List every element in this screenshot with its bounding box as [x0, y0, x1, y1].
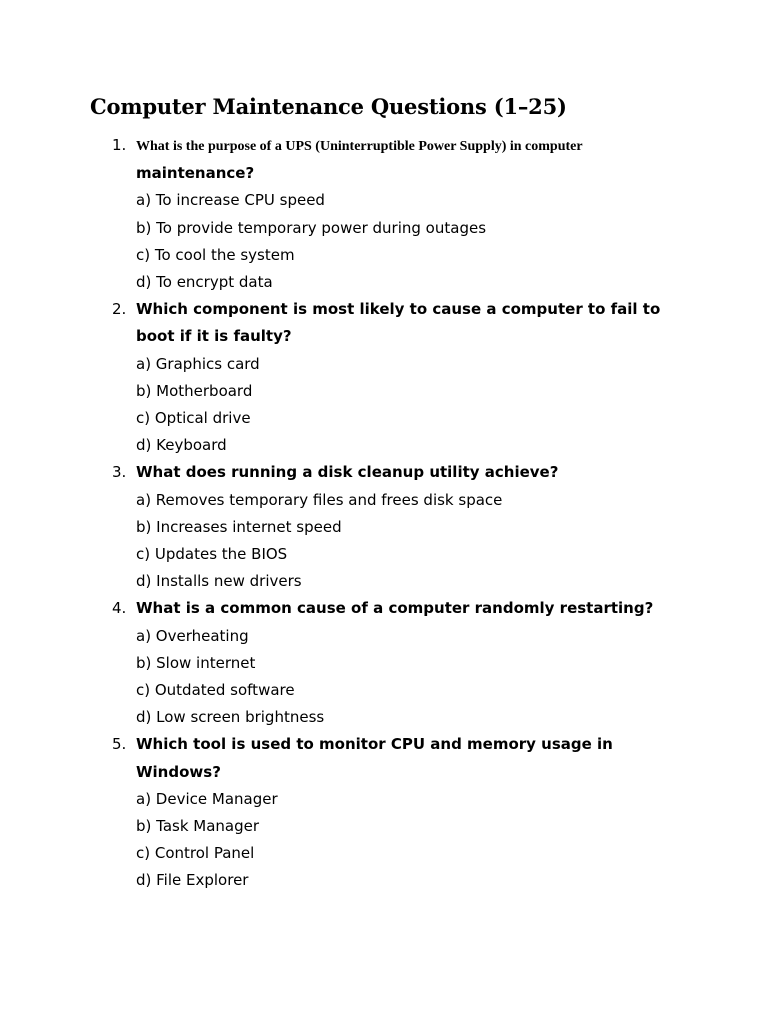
question-2 — [0, 296, 676, 459]
question-5 — [0, 731, 676, 894]
question-number: 2. — [112, 300, 127, 319]
answer-option: a) Graphics card — [136, 354, 260, 373]
question-number: 5. — [112, 735, 127, 754]
question-text — [136, 132, 676, 187]
answer-option: d) Keyboard — [136, 436, 227, 455]
answer-option: b) Increases internet speed — [136, 517, 342, 536]
answer-option: c) Optical drive — [136, 409, 251, 428]
question-text: What is a common cause of a computer randomly restarting? — [136, 599, 654, 618]
question-number: 4. — [112, 599, 127, 618]
answer-option: c) Updates the BIOS — [136, 545, 288, 564]
answer-option: c) Outdated software — [136, 681, 295, 700]
question-text: What does running a disk cleanup utility achieve? — [136, 463, 559, 482]
document-title: Computer Maintenance Questions (1–25) — [90, 94, 567, 119]
question-4 — [0, 595, 676, 731]
answer-option: d) File Explorer — [136, 871, 249, 890]
question-text-line-1: What is the purpose of a UPS (Uninterruptible Power Supply) in computer — [136, 139, 583, 154]
question-text: Which tool is used to monitor CPU and memory usage in Windows? — [136, 735, 613, 781]
question-number: 1. — [112, 136, 127, 154]
question-1 — [0, 132, 676, 296]
answer-option: a) Device Manager — [136, 789, 278, 808]
answer-option: b) To provide temporary power during outages — [136, 218, 487, 237]
answer-option: d) Installs new drivers — [136, 572, 302, 591]
answer-option: a) Overheating — [136, 626, 249, 645]
answer-option: b) Task Manager — [136, 817, 260, 836]
answer-option: a) Removes temporary files and frees disk space — [136, 490, 503, 509]
question-number: 3. — [112, 463, 127, 482]
answer-option: d) To encrypt data — [136, 273, 273, 292]
answer-option: d) Low screen brightness — [136, 708, 325, 727]
question-3 — [0, 459, 676, 595]
question-text-line-2: maintenance? — [136, 164, 255, 183]
answer-option: c) Control Panel — [136, 844, 255, 863]
answer-option: b) Motherboard — [136, 381, 253, 400]
answer-option: c) To cool the system — [136, 245, 295, 264]
question-list — [0, 132, 768, 895]
answer-option: b) Slow internet — [136, 653, 256, 672]
question-text: Which component is most likely to cause a computer to fail to boot if it is faulty? — [136, 300, 661, 346]
answer-option: a) To increase CPU speed — [136, 191, 325, 210]
